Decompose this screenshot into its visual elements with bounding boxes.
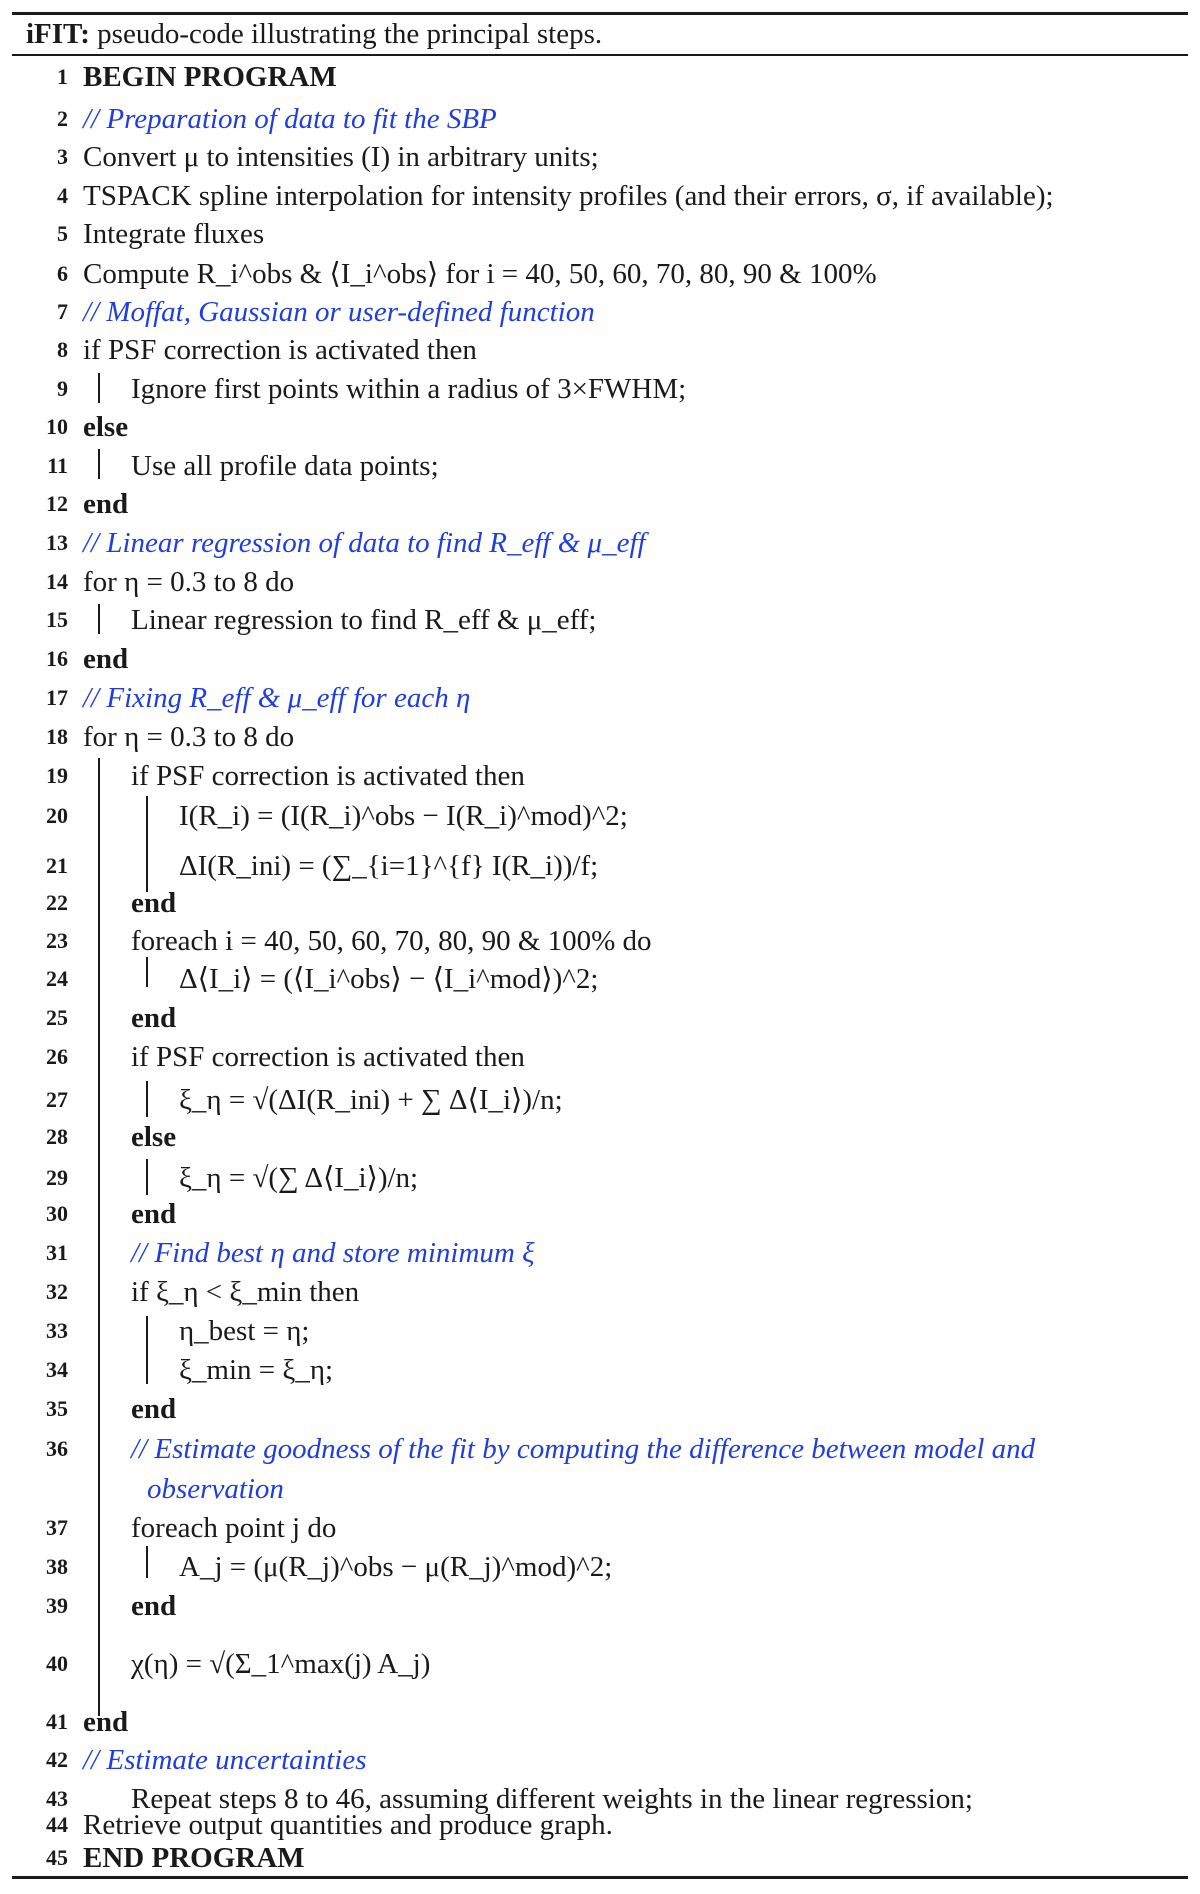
line-text: END PROGRAM bbox=[83, 1842, 305, 1874]
comment-text: // Estimate goodness of the fit by computing the difference between model and observation bbox=[131, 1433, 1036, 1505]
line-number: 42 bbox=[46, 1747, 68, 1772]
code-line bbox=[0, 99, 1200, 139]
comment-text: // Moffat, Gaussian or user-defined function bbox=[83, 296, 595, 328]
line-text: foreach point j do bbox=[131, 1512, 337, 1544]
line-number: 32 bbox=[46, 1279, 68, 1304]
line-number: 39 bbox=[46, 1593, 68, 1618]
line-text: Δ⟨I_i⟩ = (⟨I_i^obs⟩ − ⟨I_i^mod⟩)^2; bbox=[179, 963, 599, 995]
line-text: A_j = (μ(R_j)^obs − μ(R_j)^mod)^2; bbox=[179, 1551, 613, 1583]
code-line bbox=[0, 562, 1200, 602]
code-line bbox=[0, 1350, 1200, 1390]
line-text: else bbox=[83, 411, 129, 443]
code-line bbox=[0, 484, 1200, 524]
line-text: if PSF correction is activated then bbox=[131, 760, 525, 792]
line-text: if ξ_η < ξ_min then bbox=[131, 1276, 360, 1308]
bottom-rule bbox=[12, 1876, 1188, 1879]
line-number: 40 bbox=[46, 1651, 68, 1676]
line-text: ξ_min = ξ_η; bbox=[179, 1354, 334, 1386]
code-line bbox=[0, 1429, 1200, 1509]
line-text: Integrate fluxes bbox=[83, 218, 265, 250]
line-text: else bbox=[131, 1121, 177, 1153]
line-number: 10 bbox=[46, 414, 68, 439]
code-line bbox=[0, 883, 1200, 923]
code-line bbox=[0, 214, 1200, 254]
comment-text: // Linear regression of data to find R_eff & μ_eff bbox=[83, 527, 646, 559]
line-number: 11 bbox=[47, 453, 68, 478]
line-number: 36 bbox=[46, 1436, 68, 1461]
line-number: 7 bbox=[57, 299, 68, 324]
line-number: 43 bbox=[46, 1786, 68, 1811]
code-line bbox=[0, 523, 1200, 563]
caption-rule bbox=[12, 54, 1188, 56]
line-number: 25 bbox=[46, 1005, 68, 1030]
code-line bbox=[0, 1194, 1200, 1234]
code-line bbox=[0, 1233, 1200, 1273]
code-line bbox=[0, 250, 1200, 298]
code-line bbox=[0, 1311, 1200, 1351]
line-number: 44 bbox=[46, 1812, 68, 1837]
line-number: 13 bbox=[46, 530, 68, 555]
comment-text: // Find best η and store minimum ξ bbox=[131, 1237, 535, 1269]
line-text: ξ_η = √(ΔI(R_ini) + ∑ Δ⟨I_i⟩)/n; bbox=[179, 1084, 563, 1116]
code-line bbox=[0, 407, 1200, 447]
comment-text: // Estimate uncertainties bbox=[83, 1744, 367, 1776]
line-text: ΔI(R_ini) = (∑_{i=1}^{f} I(R_i))/f; bbox=[179, 850, 599, 882]
line-number: 16 bbox=[46, 646, 68, 671]
line-number: 26 bbox=[46, 1044, 68, 1069]
line-number: 6 bbox=[57, 261, 68, 286]
line-number: 38 bbox=[46, 1554, 68, 1579]
line-text: end bbox=[131, 1393, 177, 1425]
line-text: if PSF correction is activated then bbox=[131, 1041, 525, 1073]
caption-text: pseudo-code illustrating the principal steps. bbox=[89, 18, 603, 50]
line-text: Linear regression to find R_eff & μ_eff; bbox=[131, 604, 597, 636]
code-line bbox=[0, 330, 1200, 370]
line-number: 22 bbox=[46, 890, 68, 915]
code-line bbox=[0, 639, 1200, 679]
line-number: 18 bbox=[46, 724, 68, 749]
comment-text: // Fixing R_eff & μ_eff for each η bbox=[83, 682, 471, 714]
code-line bbox=[0, 600, 1200, 640]
code-line bbox=[0, 998, 1200, 1038]
line-text: χ(η) = √(Σ_1^max(j) A_j) bbox=[131, 1648, 431, 1680]
line-number: 2 bbox=[57, 106, 68, 131]
line-text: end bbox=[131, 887, 177, 919]
line-number: 35 bbox=[46, 1396, 68, 1421]
code-line bbox=[0, 1272, 1200, 1312]
line-number: 3 bbox=[57, 144, 68, 169]
line-number: 41 bbox=[46, 1709, 68, 1734]
line-text: foreach i = 40, 50, 60, 70, 80, 90 & 100% do bbox=[131, 925, 652, 957]
line-number: 28 bbox=[46, 1124, 68, 1149]
line-text: end bbox=[131, 1590, 177, 1622]
code-line bbox=[0, 369, 1200, 409]
code-line bbox=[0, 756, 1200, 796]
line-text: ξ_η = √(∑ Δ⟨I_i⟩)/n; bbox=[179, 1162, 419, 1194]
line-number: 14 bbox=[46, 569, 68, 594]
line-number: 9 bbox=[57, 376, 68, 401]
code-line bbox=[0, 176, 1200, 216]
line-text: end bbox=[131, 1198, 177, 1230]
line-text: Compute R_i^obs & ⟨I_i^obs⟩ for i = 40, 50, 60, 70, 80, 90 & 100% bbox=[83, 258, 877, 290]
code-line bbox=[0, 1586, 1200, 1626]
code-line bbox=[0, 1389, 1200, 1429]
code-line bbox=[0, 1740, 1200, 1780]
line-number: 23 bbox=[46, 928, 68, 953]
line-text: η_best = η; bbox=[179, 1315, 310, 1347]
line-text: I(R_i) = (I(R_i)^obs − I(R_i)^mod)^2; bbox=[179, 800, 628, 832]
line-text: Ignore first points within a radius of 3×FWHM; bbox=[131, 373, 687, 405]
line-text: end bbox=[131, 1002, 177, 1034]
line-text: if PSF correction is activated then bbox=[83, 334, 477, 366]
line-text: for η = 0.3 to 8 do bbox=[83, 721, 295, 753]
comment-text: // Preparation of data to fit the SBP bbox=[83, 103, 497, 135]
line-text: Convert μ to intensities (I) in arbitrary units; bbox=[83, 141, 599, 173]
line-text: for η = 0.3 to 8 do bbox=[83, 566, 295, 598]
line-number: 33 bbox=[46, 1318, 68, 1343]
line-text: BEGIN PROGRAM bbox=[83, 61, 337, 93]
code-line bbox=[0, 292, 1200, 332]
line-number: 15 bbox=[46, 607, 68, 632]
line-text: end bbox=[83, 1706, 129, 1738]
code-line bbox=[0, 678, 1200, 718]
line-text: end bbox=[83, 643, 129, 675]
line-text: Repeat steps 8 to 46, assuming different weights in the linear regression; bbox=[131, 1783, 973, 1815]
algorithm-caption bbox=[26, 14, 602, 54]
line-number: 29 bbox=[46, 1165, 68, 1190]
caption-label: iFIT: bbox=[26, 18, 90, 50]
code-line bbox=[0, 1632, 1200, 1696]
line-text: Retrieve output quantities and produce graph. bbox=[83, 1809, 613, 1841]
line-number: 45 bbox=[46, 1845, 68, 1870]
code-line bbox=[0, 955, 1200, 1003]
line-number: 30 bbox=[46, 1201, 68, 1226]
code-line bbox=[0, 792, 1200, 840]
line-number: 21 bbox=[46, 853, 68, 878]
line-number: 20 bbox=[46, 803, 68, 828]
line-number: 27 bbox=[46, 1087, 68, 1112]
code-line bbox=[0, 137, 1200, 177]
line-text: end bbox=[83, 488, 129, 520]
code-line bbox=[0, 446, 1200, 486]
line-text: TSPACK spline interpolation for intensity profiles (and their errors, σ, if available); bbox=[83, 180, 1054, 212]
code-line bbox=[0, 1117, 1200, 1157]
line-number: 1 bbox=[57, 64, 68, 89]
line-number: 4 bbox=[57, 183, 68, 208]
line-number: 12 bbox=[46, 491, 68, 516]
code-line bbox=[0, 717, 1200, 757]
line-number: 31 bbox=[46, 1240, 68, 1265]
code-line bbox=[0, 1838, 1200, 1878]
code-line bbox=[0, 1543, 1200, 1591]
line-number: 17 bbox=[46, 685, 68, 710]
code-line bbox=[0, 1702, 1200, 1742]
line-number: 37 bbox=[46, 1515, 68, 1540]
code-line bbox=[0, 1508, 1200, 1548]
line-number: 34 bbox=[46, 1357, 68, 1382]
line-text: Use all profile data points; bbox=[131, 450, 439, 482]
code-line bbox=[0, 57, 1200, 97]
code-line bbox=[0, 1078, 1200, 1122]
code-line bbox=[0, 1037, 1200, 1077]
line-number: 19 bbox=[46, 763, 68, 788]
line-number: 24 bbox=[46, 966, 68, 991]
line-number: 8 bbox=[57, 337, 68, 362]
line-number: 5 bbox=[57, 221, 68, 246]
